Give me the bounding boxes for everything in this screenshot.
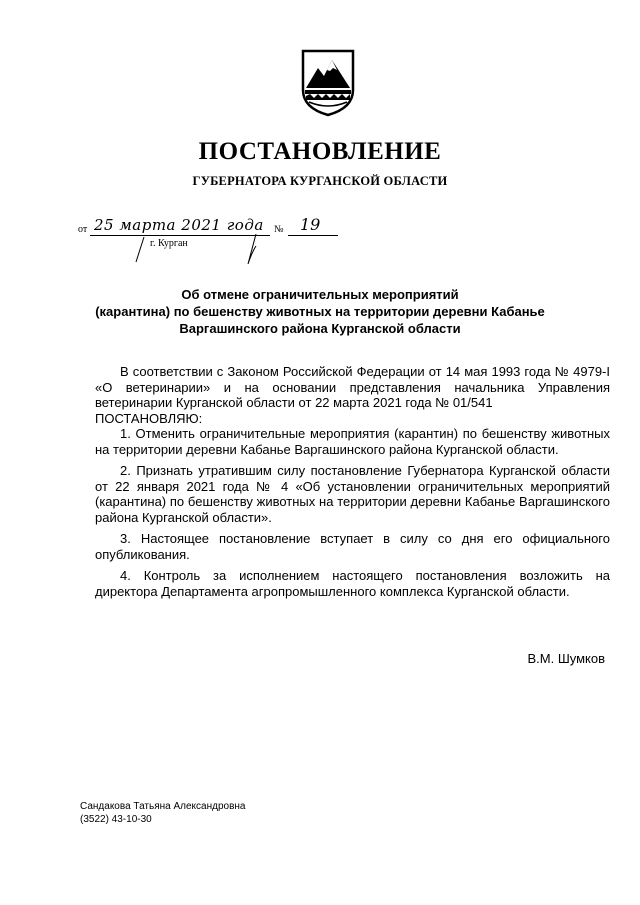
document-subtitle: ГУБЕРНАТОРА КУРГАНСКОЙ ОБЛАСТИ — [192, 174, 448, 188]
handwriting-strokes — [78, 216, 368, 266]
city-label: г. Курган — [150, 238, 188, 249]
item-4: 4. Контроль за исполнением настоящего постановления возложить на директора Департамента агропромышленного комплекса Курганской области. — [95, 568, 610, 599]
heading-line: (карантина) по бешенству животных на территории деревни Кабанье — [95, 304, 545, 319]
document-title: ПОСТАНОВЛЕНИЕ — [198, 138, 442, 165]
resolve-keyword: ПОСТАНОВЛЯЮ: — [95, 410, 203, 426]
executor-phone: (3522) 43-10-30 — [80, 814, 152, 825]
handwritten-date: 25 марта 2021 года — [94, 216, 264, 234]
heading-line: Об отмене ограничительных мероприятий — [181, 287, 459, 302]
document-body — [95, 364, 610, 605]
item-3: 3. Настоящее постановление вступает в силу со дня его официального опубликования. — [95, 531, 610, 562]
coat-of-arms-emblem — [300, 48, 356, 118]
date-prefix: от — [78, 224, 88, 235]
executor-name: Сандакова Татьяна Александровна — [80, 801, 246, 812]
document-heading — [60, 286, 580, 337]
executor-block — [80, 800, 245, 826]
heading-line: Варгашинского района Курганской области — [179, 321, 461, 336]
intro-paragraph: В соответствии с Законом Российской Федерации от 14 мая 1993 года № 4979-I «О ветеринарии» и на основании представления начальника Управления ветеринарии Курганской области от 22 марта 2021 года № 01/541 — [95, 364, 610, 410]
signature-name: В.М. Шумков — [527, 651, 605, 666]
document-meta — [78, 216, 368, 266]
item-2: 2. Признать утратившим силу постановление Губернатора Курганской области от 22 января 2021 года № 4 «Об установлении ограничительных мероприятий (карантина) по бешенству животных на территории деревни Кабанье Варгашинского района Курганской области». — [95, 463, 610, 525]
handwritten-number: 19 — [300, 215, 321, 234]
item-1: 1. Отменить ограничительные мероприятия (карантин) по бешенству животных на территории деревни Кабанье Варгашинского района Курганской области. — [95, 426, 610, 457]
number-prefix: № — [274, 224, 284, 235]
